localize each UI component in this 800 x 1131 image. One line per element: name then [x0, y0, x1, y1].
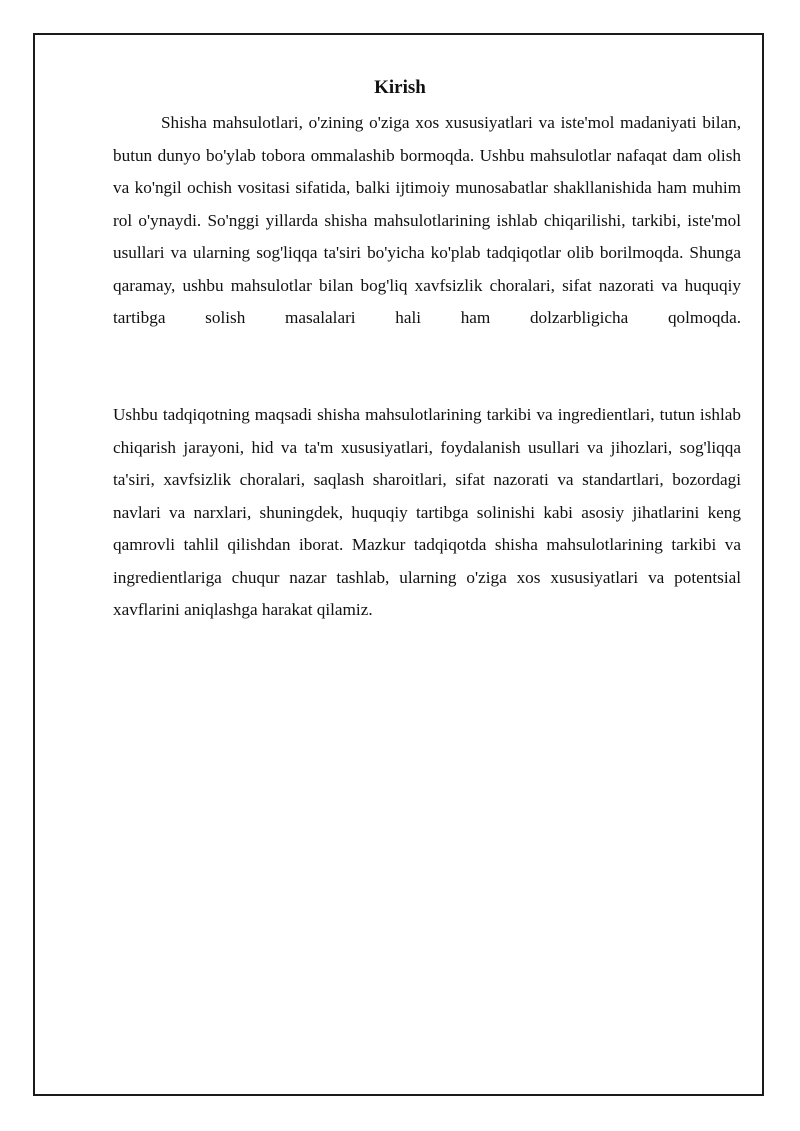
intro-paragraph-2: Ushbu tadqiqotning maqsadi shisha mahsulotlarining tarkibi va ingredientlari, tutun ishlab chiqarish jarayoni, hid va ta'm xususiyatlari, foydalanish usullari va jihozlari, sog'liqqa ta'siri, xavfsizlik choralari, saqlash sharoitlari, sifat nazorati va standartlari, bozordagi navlari va narxlari, shuningdek, huquqiy tartibga solinishi kabi asosiy jihatlarini keng qamrovli tahlil qilishdan iborat. Mazkur tadqiqotda shisha mahsulotlarining tarkibi va ingredientlariga chuqur nazar tashlab, ularning o'ziga xos xususiyatlari va potentsial xavflarini aniqlashga harakat qilamiz. — [113, 405, 741, 619]
section-heading: Kirish — [374, 77, 426, 98]
intro-paragraph-1: Shisha mahsulotlari, o'zining o'ziga xos xususiyatlari va iste'mol madaniyati bilan, butun dunyo bo'ylab tobora ommalashib bormoqda. Ushbu mahsulotlar nafaqat dam olish va ko'ngil ochish vositasi sifatida, balki ijtimoiy munosabatlar shakllanishida ham muhim rol o'ynaydi. So'nggi yillarda shisha mahsulotlarining ishlab chiqarilishi, tarkibi, iste'mol usullari va ularning sog'liqqa ta'siri bo'yicha ko'plab tadqiqotlar olib borilmoqda. Shunga qaramay, ushbu mahsulotlar bilan bog'liq xavfsizlik choralari, sifat nazorati va huquqiy tartibga solish masalalari hali ham dolzarbligicha qolmoqda. — [113, 113, 741, 327]
